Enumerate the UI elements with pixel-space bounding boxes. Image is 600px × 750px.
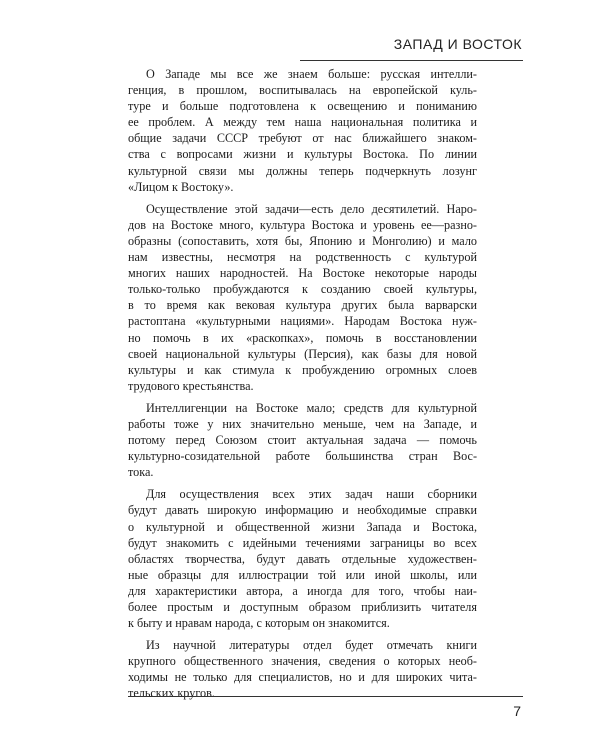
text-line: культурно-созидательной работе большинства стран Вос- xyxy=(128,449,477,464)
text-line: в то время как вековая культура других была варварски xyxy=(128,298,477,313)
page-number: 7 xyxy=(513,703,521,719)
text-line: своей национальной культуры (Персия), как базы для новой xyxy=(128,346,477,361)
text-line: потому перед Союзом стоит актуальная задача — помочь xyxy=(128,433,477,448)
paragraph xyxy=(128,486,477,631)
text-line: туре и больше подготовлена к освещению и пониманию xyxy=(128,99,477,114)
text-line: растоптана «культурными нациями». Народам Востока нуж- xyxy=(128,314,477,329)
text-line: ства с вопросами жизни и культуры Востока. По линии xyxy=(128,147,477,162)
text-line: Осуществление этой задачи—есть дело десятилетий. Наро- xyxy=(146,201,477,216)
text-line: культурной связи мы должны теперь подчеркнуть лозунг xyxy=(128,163,477,178)
running-head: ЗАПАД И ВОСТОК xyxy=(393,36,522,52)
text-line: тельских кругов. xyxy=(128,686,215,701)
text-line: но помочь в их «раскопках», помочь в восстановлении xyxy=(128,330,477,345)
text-line: культуры и как стимула к пробуждению огромных слоев xyxy=(128,362,477,377)
text-line: Из научной литературы отдел будет отмечать книги xyxy=(146,638,477,653)
text-line: более простым и доступным образом приблизить читателя xyxy=(128,600,477,614)
text-line: ные образцы для иллюстрации той или иной школы, или xyxy=(128,567,477,582)
text-line: трудового крестьянства. xyxy=(128,378,254,393)
text-line: областях творчества, будут давать отдельные художествен- xyxy=(128,551,477,566)
text-line: образны (сопоставить, хотя бы, Японию и Монголию) и мало xyxy=(128,233,477,248)
paragraph xyxy=(128,201,477,394)
text-line: генция, в прошлом, воспитывалась на европейской куль- xyxy=(128,83,477,98)
text-line: для характеристики автора, а иногда для того, чтобы наи- xyxy=(128,583,477,598)
header-rule xyxy=(300,60,523,61)
text-line: к быту и нравам народа, с которым он знакомится. xyxy=(128,616,390,631)
text-line: многих наших народностей. На Востоке некоторые народы xyxy=(128,266,477,281)
paragraph xyxy=(128,66,477,195)
text-line: о культурной и общественной жизни Запада и Востока, xyxy=(128,519,477,534)
text-line: ходимы не только для специалистов, но и для широких чита- xyxy=(128,670,477,685)
footer-rule xyxy=(128,696,523,697)
text-line: будут знакомить с идейными течениями заграницы во всех xyxy=(128,535,477,550)
text-line: ее проблем. А между тем наша национальная политика и xyxy=(128,115,477,130)
text-line: общие задачи СССР требуют от нас ближайшего знаком- xyxy=(128,131,477,146)
text-line: нам известны, несмотря на родственность с культурой xyxy=(128,250,477,265)
text-line: О Западе мы все же знаем больше: русская интелли- xyxy=(146,67,477,81)
text-line: тока. xyxy=(128,465,154,480)
text-line: будут давать широкую информацию и необходимые справки xyxy=(128,503,477,518)
text-line: Для осуществления всех этих задач наши сборники xyxy=(146,487,477,502)
body-text xyxy=(128,66,477,708)
text-line: дов на Востоке много, культура Востока и уровень ее—разно- xyxy=(128,217,477,232)
text-line: «Лицом к Востоку». xyxy=(128,179,234,194)
text-line: Интеллигенции на Востоке мало; средств для культурной xyxy=(146,400,477,415)
paragraph xyxy=(128,400,477,480)
paragraph xyxy=(128,637,477,701)
text-line: только-только пробуждаются к созданию своей культуры, xyxy=(128,282,477,297)
text-line: работы тоже у них значительно меньше, чем на Западе, и xyxy=(128,416,477,431)
text-line: крупного общественного значения, сведения о которых необ- xyxy=(128,654,477,669)
